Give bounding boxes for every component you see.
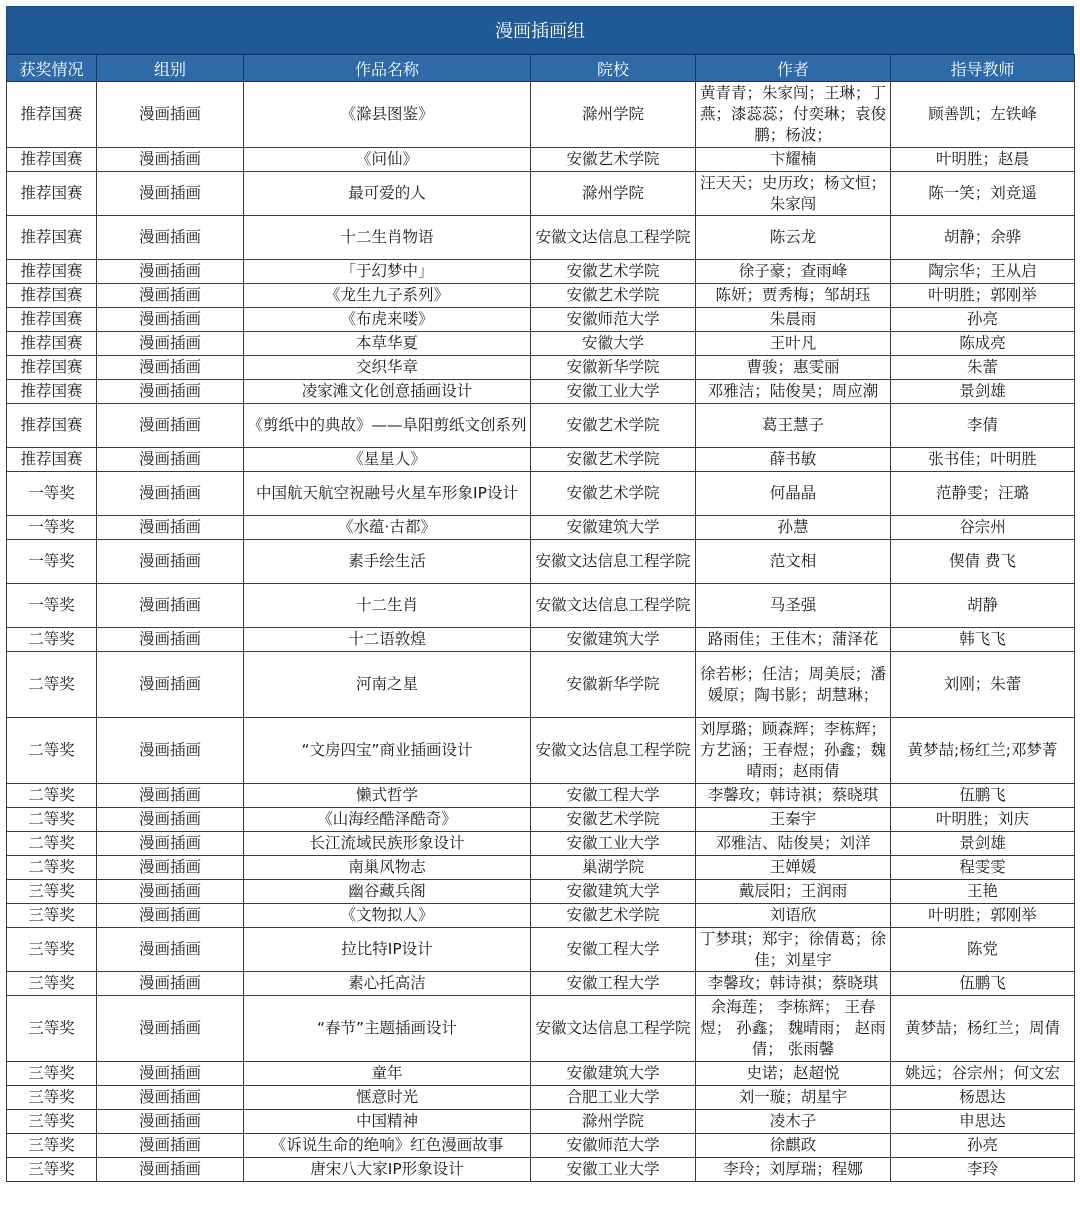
advisor-cell: 黄梦喆;杨红兰;邓梦菁 — [891, 718, 1075, 784]
award-cell: 一等奖 — [7, 540, 97, 584]
author-cell: 朱晨雨 — [696, 308, 891, 332]
award-cell: 一等奖 — [7, 584, 97, 628]
advisor-cell: 陶宗华；王从启 — [891, 260, 1075, 284]
table-row — [7, 284, 1075, 308]
work-title-cell: 素手绘生活 — [244, 540, 531, 584]
advisor-cell: 景剑雄 — [891, 832, 1075, 856]
work-title-cell: 十二生肖 — [244, 584, 531, 628]
advisor-cell: 姚远；谷宗州；何文宏 — [891, 1062, 1075, 1086]
author-cell: 李玲；刘厚瑞；程娜 — [696, 1158, 891, 1182]
table-row — [7, 628, 1075, 652]
table-row — [7, 784, 1075, 808]
award-cell: 推荐国赛 — [7, 356, 97, 380]
group-cell: 漫画插画 — [97, 356, 244, 380]
advisor-cell: 叶明胜；刘庆 — [891, 808, 1075, 832]
author-cell: 李馨玫；韩诗祺；蔡晓琪 — [696, 784, 891, 808]
school-cell: 安徽师范大学 — [531, 308, 696, 332]
group-cell: 漫画插画 — [97, 1158, 244, 1182]
author-cell: 曹骏；惠雯丽 — [696, 356, 891, 380]
school-cell: 安徽工业大学 — [531, 832, 696, 856]
group-cell: 漫画插画 — [97, 472, 244, 516]
advisor-cell: 叶明胜；郭刚举 — [891, 284, 1075, 308]
group-cell: 漫画插画 — [97, 82, 244, 148]
advisor-cell: 王艳 — [891, 880, 1075, 904]
group-cell: 漫画插画 — [97, 260, 244, 284]
advisor-cell: 胡静；余骅 — [891, 216, 1075, 260]
work-title-cell: 《水蕴·古都》 — [244, 516, 531, 540]
group-cell: 漫画插画 — [97, 1086, 244, 1110]
table-row — [7, 216, 1075, 260]
award-cell: 一等奖 — [7, 472, 97, 516]
table-row — [7, 404, 1075, 448]
award-cell: 三等奖 — [7, 1062, 97, 1086]
advisor-cell: 伍鹏飞 — [891, 972, 1075, 996]
award-cell: 二等奖 — [7, 784, 97, 808]
table-row — [7, 856, 1075, 880]
work-title-cell: 唐宋八大家IP形象设计 — [244, 1158, 531, 1182]
work-title-cell: 河南之星 — [244, 652, 531, 718]
advisor-cell: 陈党 — [891, 928, 1075, 972]
table-row — [7, 1134, 1075, 1158]
group-cell: 漫画插画 — [97, 880, 244, 904]
award-cell: 二等奖 — [7, 832, 97, 856]
author-cell: 徐若彬；任洁；周美辰；潘媛原；陶书影；胡慧琳； — [696, 652, 891, 718]
work-title-cell: 《星星人》 — [244, 448, 531, 472]
advisor-cell: 陈成亮 — [891, 332, 1075, 356]
group-cell: 漫画插画 — [97, 928, 244, 972]
school-cell: 安徽建筑大学 — [531, 628, 696, 652]
author-cell: 葛王慧子 — [696, 404, 891, 448]
award-cell: 推荐国赛 — [7, 216, 97, 260]
author-cell: 李馨玫；韩诗祺；蔡晓琪 — [696, 972, 891, 996]
work-title-cell: 中国航天航空祝融号火星车形象IP设计 — [244, 472, 531, 516]
award-cell: 三等奖 — [7, 1158, 97, 1182]
group-cell: 漫画插画 — [97, 540, 244, 584]
table-row — [7, 1110, 1075, 1134]
author-cell: 邓雅洁、陆俊昊；刘洋 — [696, 832, 891, 856]
group-cell: 漫画插画 — [97, 1062, 244, 1086]
school-cell: 安徽文达信息工程学院 — [531, 996, 696, 1062]
group-cell: 漫画插画 — [97, 996, 244, 1062]
header-award: 获奖情况 — [7, 55, 97, 82]
table-row — [7, 448, 1075, 472]
work-title-cell: 中国精神 — [244, 1110, 531, 1134]
advisor-cell: 范静雯；汪璐 — [891, 472, 1075, 516]
work-title-cell: 童年 — [244, 1062, 531, 1086]
table-row — [7, 540, 1075, 584]
work-title-cell: 惬意时光 — [244, 1086, 531, 1110]
author-cell: 刘厚璐；顾森辉；李栋辉；方艺涵；王春煜；孙鑫；魏晴雨；赵雨倩 — [696, 718, 891, 784]
group-cell: 漫画插画 — [97, 448, 244, 472]
group-cell: 漫画插画 — [97, 1110, 244, 1134]
school-cell: 安徽艺术学院 — [531, 404, 696, 448]
group-cell: 漫画插画 — [97, 404, 244, 448]
table-row — [7, 172, 1075, 216]
school-cell: 安徽艺术学院 — [531, 148, 696, 172]
advisor-cell: 陈一笑；刘竞遥 — [891, 172, 1075, 216]
group-cell: 漫画插画 — [97, 172, 244, 216]
advisor-cell: 景剑雄 — [891, 380, 1075, 404]
table-row — [7, 928, 1075, 972]
school-cell: 安徽艺术学院 — [531, 808, 696, 832]
award-cell: 推荐国赛 — [7, 308, 97, 332]
group-cell: 漫画插画 — [97, 308, 244, 332]
table-row — [7, 972, 1075, 996]
award-cell: 推荐国赛 — [7, 82, 97, 148]
work-title-cell: 十二语敦煌 — [244, 628, 531, 652]
work-title-cell: 《文物拟人》 — [244, 904, 531, 928]
award-cell: 三等奖 — [7, 972, 97, 996]
header-work-title: 作品名称 — [244, 55, 531, 82]
school-cell: 安徽艺术学院 — [531, 448, 696, 472]
table-row — [7, 1062, 1075, 1086]
work-title-cell: 懒式哲学 — [244, 784, 531, 808]
award-cell: 一等奖 — [7, 516, 97, 540]
group-cell: 漫画插画 — [97, 284, 244, 308]
author-cell: 何晶晶 — [696, 472, 891, 516]
group-cell: 漫画插画 — [97, 652, 244, 718]
school-cell: 合肥工业大学 — [531, 1086, 696, 1110]
author-cell: 余海莲； 李栋辉； 王春煜； 孙鑫； 魏晴雨； 赵雨倩； 张雨馨 — [696, 996, 891, 1062]
school-cell: 滁州学院 — [531, 1110, 696, 1134]
table-row — [7, 148, 1075, 172]
author-cell: 王婵媛 — [696, 856, 891, 880]
author-cell: 徐子豪；查雨峰 — [696, 260, 891, 284]
advisor-cell: 顾善凯；左铁峰 — [891, 82, 1075, 148]
school-cell: 安徽工业大学 — [531, 380, 696, 404]
group-cell: 漫画插画 — [97, 516, 244, 540]
table-row — [7, 718, 1075, 784]
award-cell: 推荐国赛 — [7, 148, 97, 172]
advisor-cell: 伍鹏飞 — [891, 784, 1075, 808]
work-title-cell: 本草华夏 — [244, 332, 531, 356]
award-cell: 三等奖 — [7, 880, 97, 904]
author-cell: 陈妍；贾秀梅；邹胡珏 — [696, 284, 891, 308]
work-title-cell: 拉比特IP设计 — [244, 928, 531, 972]
table-row — [7, 1158, 1075, 1182]
award-cell: 三等奖 — [7, 904, 97, 928]
table-row — [7, 472, 1075, 516]
school-cell: 安徽新华学院 — [531, 356, 696, 380]
group-cell: 漫画插画 — [97, 856, 244, 880]
table-title: 漫画插画组 — [6, 6, 1074, 54]
award-cell: 三等奖 — [7, 1110, 97, 1134]
author-cell: 孙慧 — [696, 516, 891, 540]
work-title-cell: 「于幻梦中」 — [244, 260, 531, 284]
work-title-cell: 《滁县图鉴》 — [244, 82, 531, 148]
award-cell: 推荐国赛 — [7, 284, 97, 308]
table-row — [7, 808, 1075, 832]
author-cell: 卞耀楠 — [696, 148, 891, 172]
table-row — [7, 308, 1075, 332]
work-title-cell: 《剪纸中的典故》——阜阳剪纸文创系列 — [244, 404, 531, 448]
school-cell: 安徽文达信息工程学院 — [531, 584, 696, 628]
author-cell: 凌木子 — [696, 1110, 891, 1134]
author-cell: 马圣强 — [696, 584, 891, 628]
award-cell: 推荐国赛 — [7, 448, 97, 472]
advisor-cell: 朱蕾 — [891, 356, 1075, 380]
table-row — [7, 380, 1075, 404]
author-cell: 刘语欣 — [696, 904, 891, 928]
work-title-cell: 《山海经酷泽酷奇》 — [244, 808, 531, 832]
advisor-cell: 申思达 — [891, 1110, 1075, 1134]
school-cell: 安徽大学 — [531, 332, 696, 356]
table-header-row — [7, 55, 1075, 82]
author-cell: 刘一璇；胡星宇 — [696, 1086, 891, 1110]
group-cell: 漫画插画 — [97, 1134, 244, 1158]
advisor-cell: 张书佳；叶明胜 — [891, 448, 1075, 472]
header-school: 院校 — [531, 55, 696, 82]
group-cell: 漫画插画 — [97, 718, 244, 784]
advisor-cell: 偰倩 费飞 — [891, 540, 1075, 584]
advisor-cell: 谷宗州 — [891, 516, 1075, 540]
school-cell: 滁州学院 — [531, 82, 696, 148]
table-row — [7, 996, 1075, 1062]
group-cell: 漫画插画 — [97, 808, 244, 832]
advisor-cell: 胡静 — [891, 584, 1075, 628]
author-cell: 黄青青；朱家闯；王琳；丁燕；漆蕊蕊；付奕琳；袁俊鹏；杨波； — [696, 82, 891, 148]
work-title-cell: 南巢风物志 — [244, 856, 531, 880]
advisor-cell: 韩飞飞 — [891, 628, 1075, 652]
school-cell: 滁州学院 — [531, 172, 696, 216]
advisor-cell: 孙亮 — [891, 1134, 1075, 1158]
award-cell: 二等奖 — [7, 652, 97, 718]
group-cell: 漫画插画 — [97, 628, 244, 652]
table-row — [7, 584, 1075, 628]
table-row — [7, 332, 1075, 356]
group-cell: 漫画插画 — [97, 380, 244, 404]
award-table-container — [6, 6, 1074, 1182]
author-cell: 邓雅洁；陆俊昊；周应潮 — [696, 380, 891, 404]
group-cell: 漫画插画 — [97, 972, 244, 996]
advisor-cell: 李玲 — [891, 1158, 1075, 1182]
author-cell: 汪天天；史历玫；杨文恒；朱家闯 — [696, 172, 891, 216]
school-cell: 安徽文达信息工程学院 — [531, 540, 696, 584]
school-cell: 安徽艺术学院 — [531, 472, 696, 516]
school-cell: 安徽建筑大学 — [531, 516, 696, 540]
work-title-cell: 凌家滩文化创意插画设计 — [244, 380, 531, 404]
table-row — [7, 832, 1075, 856]
group-cell: 漫画插画 — [97, 148, 244, 172]
advisor-cell: 刘刚；朱蕾 — [891, 652, 1075, 718]
award-cell: 三等奖 — [7, 928, 97, 972]
author-cell: 王秦宇 — [696, 808, 891, 832]
advisor-cell: 杨恩达 — [891, 1086, 1075, 1110]
award-cell: 推荐国赛 — [7, 332, 97, 356]
work-title-cell: 十二生肖物语 — [244, 216, 531, 260]
work-title-cell: 《诉说生命的绝响》红色漫画故事 — [244, 1134, 531, 1158]
school-cell: 安徽艺术学院 — [531, 904, 696, 928]
table-row — [7, 880, 1075, 904]
advisor-cell: 叶明胜；郭刚举 — [891, 904, 1075, 928]
school-cell: 安徽工程大学 — [531, 972, 696, 996]
author-cell: 路雨佳；王佳木；蒲泽花 — [696, 628, 891, 652]
work-title-cell: 长江流域民族形象设计 — [244, 832, 531, 856]
author-cell: 范文相 — [696, 540, 891, 584]
author-cell: 陈云龙 — [696, 216, 891, 260]
work-title-cell: “文房四宝”商业插画设计 — [244, 718, 531, 784]
header-author: 作者 — [696, 55, 891, 82]
award-table — [6, 54, 1075, 1182]
author-cell: 戴辰阳；王润雨 — [696, 880, 891, 904]
work-title-cell: 最可爱的人 — [244, 172, 531, 216]
advisor-cell: 程雯雯 — [891, 856, 1075, 880]
group-cell: 漫画插画 — [97, 332, 244, 356]
advisor-cell: 黄梦喆；杨红兰；周倩 — [891, 996, 1075, 1062]
author-cell: 史诺；赵超悦 — [696, 1062, 891, 1086]
work-title-cell: 交织华章 — [244, 356, 531, 380]
table-row — [7, 1086, 1075, 1110]
header-advisor: 指导教师 — [891, 55, 1075, 82]
work-title-cell: 《龙生九子系列》 — [244, 284, 531, 308]
school-cell: 安徽工程大学 — [531, 784, 696, 808]
award-cell: 推荐国赛 — [7, 172, 97, 216]
author-cell: 徐麒政 — [696, 1134, 891, 1158]
school-cell: 安徽新华学院 — [531, 652, 696, 718]
table-row — [7, 82, 1075, 148]
award-cell: 二等奖 — [7, 856, 97, 880]
advisor-cell: 叶明胜；赵晨 — [891, 148, 1075, 172]
advisor-cell: 李倩 — [891, 404, 1075, 448]
school-cell: 安徽建筑大学 — [531, 1062, 696, 1086]
award-cell: 推荐国赛 — [7, 260, 97, 284]
school-cell: 安徽工业大学 — [531, 1158, 696, 1182]
author-cell: 丁梦琪；郑宇；徐倩葛；徐佳；刘星宇 — [696, 928, 891, 972]
school-cell: 巢湖学院 — [531, 856, 696, 880]
group-cell: 漫画插画 — [97, 904, 244, 928]
group-cell: 漫画插画 — [97, 832, 244, 856]
award-cell: 三等奖 — [7, 1134, 97, 1158]
group-cell: 漫画插画 — [97, 216, 244, 260]
award-cell: 二等奖 — [7, 808, 97, 832]
work-title-cell: 《布虎来喽》 — [244, 308, 531, 332]
table-row — [7, 260, 1075, 284]
school-cell: 安徽工程大学 — [531, 928, 696, 972]
school-cell: 安徽建筑大学 — [531, 880, 696, 904]
header-group: 组别 — [97, 55, 244, 82]
school-cell: 安徽文达信息工程学院 — [531, 216, 696, 260]
work-title-cell: 幽谷藏兵阁 — [244, 880, 531, 904]
group-cell: 漫画插画 — [97, 784, 244, 808]
work-title-cell: “春节”主题插画设计 — [244, 996, 531, 1062]
school-cell: 安徽师范大学 — [531, 1134, 696, 1158]
school-cell: 安徽艺术学院 — [531, 284, 696, 308]
table-row — [7, 516, 1075, 540]
award-cell: 二等奖 — [7, 718, 97, 784]
work-title-cell: 素心托高洁 — [244, 972, 531, 996]
school-cell: 安徽文达信息工程学院 — [531, 718, 696, 784]
table-row — [7, 652, 1075, 718]
table-row — [7, 356, 1075, 380]
award-cell: 推荐国赛 — [7, 380, 97, 404]
author-cell: 薛书敏 — [696, 448, 891, 472]
award-cell: 推荐国赛 — [7, 404, 97, 448]
school-cell: 安徽艺术学院 — [531, 260, 696, 284]
award-cell: 三等奖 — [7, 1086, 97, 1110]
table-row — [7, 904, 1075, 928]
group-cell: 漫画插画 — [97, 584, 244, 628]
work-title-cell: 《问仙》 — [244, 148, 531, 172]
award-cell: 二等奖 — [7, 628, 97, 652]
advisor-cell: 孙亮 — [891, 308, 1075, 332]
award-cell: 三等奖 — [7, 996, 97, 1062]
author-cell: 王叶凡 — [696, 332, 891, 356]
table-body — [7, 82, 1075, 1182]
